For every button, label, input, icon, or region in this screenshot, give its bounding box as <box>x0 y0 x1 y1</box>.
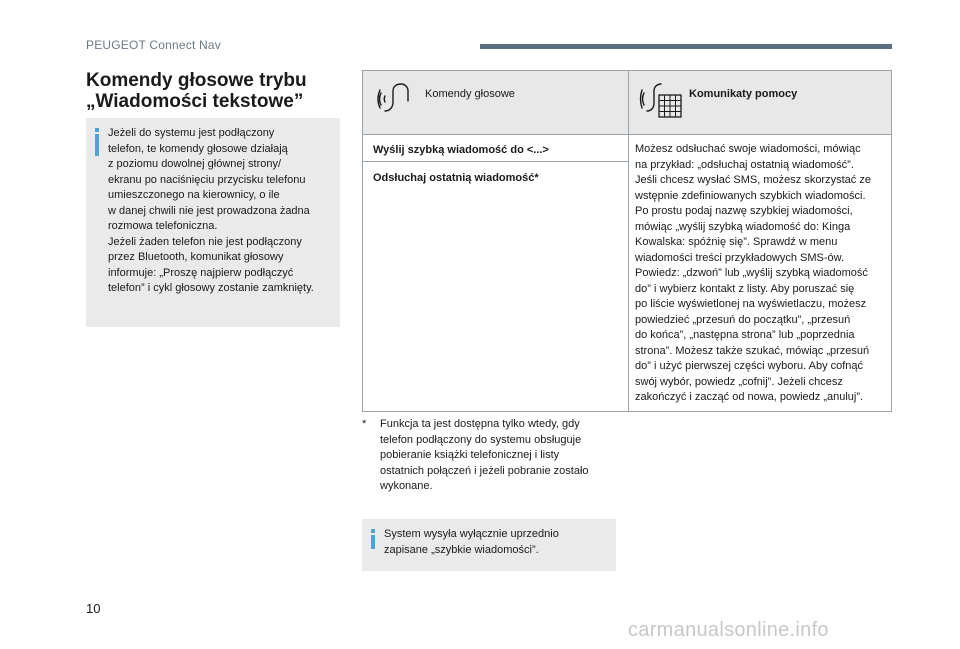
help-line: na przykład: „odsłuchaj ostatnią wiadomość”. <box>635 158 854 171</box>
help-line: wstępnie zdefiniowanych szybkich wiadomości. <box>635 189 866 202</box>
help-line: zakończyć i zacząć od nowa, powiedz „anuluj”. <box>635 391 864 403</box>
info-line: telefon” i cykl głosowy zostanie zamknięty. <box>108 282 314 294</box>
command-send-quick-message: Wyślij szybką wiadomość do <...> <box>373 144 549 156</box>
info-line: z poziomu dowolnej głównej strony/ <box>108 158 282 170</box>
section-heading-line: „Wiadomości tekstowe” <box>86 91 304 112</box>
commands-column <box>363 135 629 411</box>
footnote-text <box>362 417 622 495</box>
help-line: do końca”, „następna strona” lub „poprzednia <box>635 329 855 341</box>
footnote-line: Funkcja ta jest dostępna tylko wtedy, gdy <box>380 418 580 430</box>
info-box-2-text <box>384 527 610 558</box>
manual-header-title: PEUGEOT Connect Nav <box>86 38 221 52</box>
info-line: telefon, te komendy głosowe działają <box>108 142 288 155</box>
help-line: wiadomości treści przykładowych SMS-ów. <box>635 251 845 264</box>
info-line: Jeżeli do systemu jest podłączony <box>108 127 275 139</box>
info-line: informuje: „Proszę najpierw podłączyć <box>108 266 294 279</box>
help-line: Powiedz: „dzwoń” lub „wyślij szybką wiadomość <box>635 267 868 279</box>
help-line: Kowalska: spóźnię się”. Sprawdź w menu <box>635 236 838 248</box>
info-box <box>86 118 340 327</box>
command-play-last-message: Odsłuchaj ostatnią wiadomość* <box>373 172 539 184</box>
footnote-line: pobieranie książki telefonicznej i listy <box>380 449 560 461</box>
table-header-help-label: Komunikaty pomocy <box>689 88 798 100</box>
info-box-text <box>108 126 334 297</box>
footnote-marker: * <box>362 418 367 430</box>
table-header-commands <box>363 71 629 134</box>
table-header-help <box>629 71 891 134</box>
help-line: Po prostu podaj nazwę szybkiej wiadomości, <box>635 205 853 217</box>
help-line: do” i użyć pierwszej części wyboru. Aby cofnąć <box>635 360 864 372</box>
info-line: zapisane „szybkie wiadomości”. <box>384 543 539 556</box>
info-line: umieszczonego na kierownicy, o ile <box>108 189 280 201</box>
help-message-icon <box>639 81 685 121</box>
info-icon <box>368 529 378 547</box>
help-messages-cell <box>629 135 891 411</box>
info-line: System wysyła wyłącznie uprzednio <box>384 528 559 540</box>
info-line: ekranu po naciśnięciu przycisku telefonu <box>108 173 306 186</box>
help-line: Możesz odsłuchać swoje wiadomości, mówiąc <box>635 143 861 155</box>
help-line: strona”. Możesz także szukać, mówiąc „przesuń <box>635 344 870 357</box>
info-box-quick-messages <box>362 519 616 571</box>
page-number: 10 <box>86 601 101 616</box>
voice-commands-table <box>362 70 892 412</box>
table-header-commands-label: Komendy głosowe <box>425 88 515 100</box>
watermark: carmanualsonline.info <box>628 619 829 641</box>
footnote-line: wykonane. <box>380 480 433 492</box>
info-line: Jeżeli żaden telefon nie jest podłączony <box>108 235 302 248</box>
info-line: rozmowa telefoniczna. <box>108 220 218 232</box>
help-line: swój wybór, powiedz „cofnij”. Jeżeli chcesz <box>635 375 843 388</box>
help-line: mówiąc „wyślij szybką wiadomość do: Kinga <box>635 220 851 233</box>
info-line: przez Bluetooth, komunikat głosowy <box>108 251 284 263</box>
table-row <box>363 135 628 162</box>
help-line: do” i wybierz kontakt z listy. Aby poruszać się <box>635 282 855 295</box>
voice-command-icon <box>375 81 411 117</box>
help-line: po liście wyświetlonej na wyświetlaczu, możesz <box>635 298 867 310</box>
info-icon <box>92 128 102 156</box>
help-line: Jeśli chcesz wysłać SMS, możesz skorzystać ze <box>635 174 871 186</box>
footnote-line: telefon podłączony do systemu obsługuje <box>380 433 582 446</box>
info-line: w danej chwili nie jest prowadzona żadna <box>108 204 310 217</box>
header-rule <box>480 44 892 49</box>
section-heading <box>86 70 346 112</box>
section-heading-line: Komendy głosowe trybu <box>86 70 307 91</box>
help-line: powiedzieć „przesuń do początku”, „przesuń <box>635 313 851 326</box>
footnote <box>362 417 622 495</box>
table-row <box>363 162 628 192</box>
footnote-line: ostatnich połączeń i jeżeli pobranie zostało <box>380 464 589 477</box>
table-header-row <box>363 71 891 135</box>
